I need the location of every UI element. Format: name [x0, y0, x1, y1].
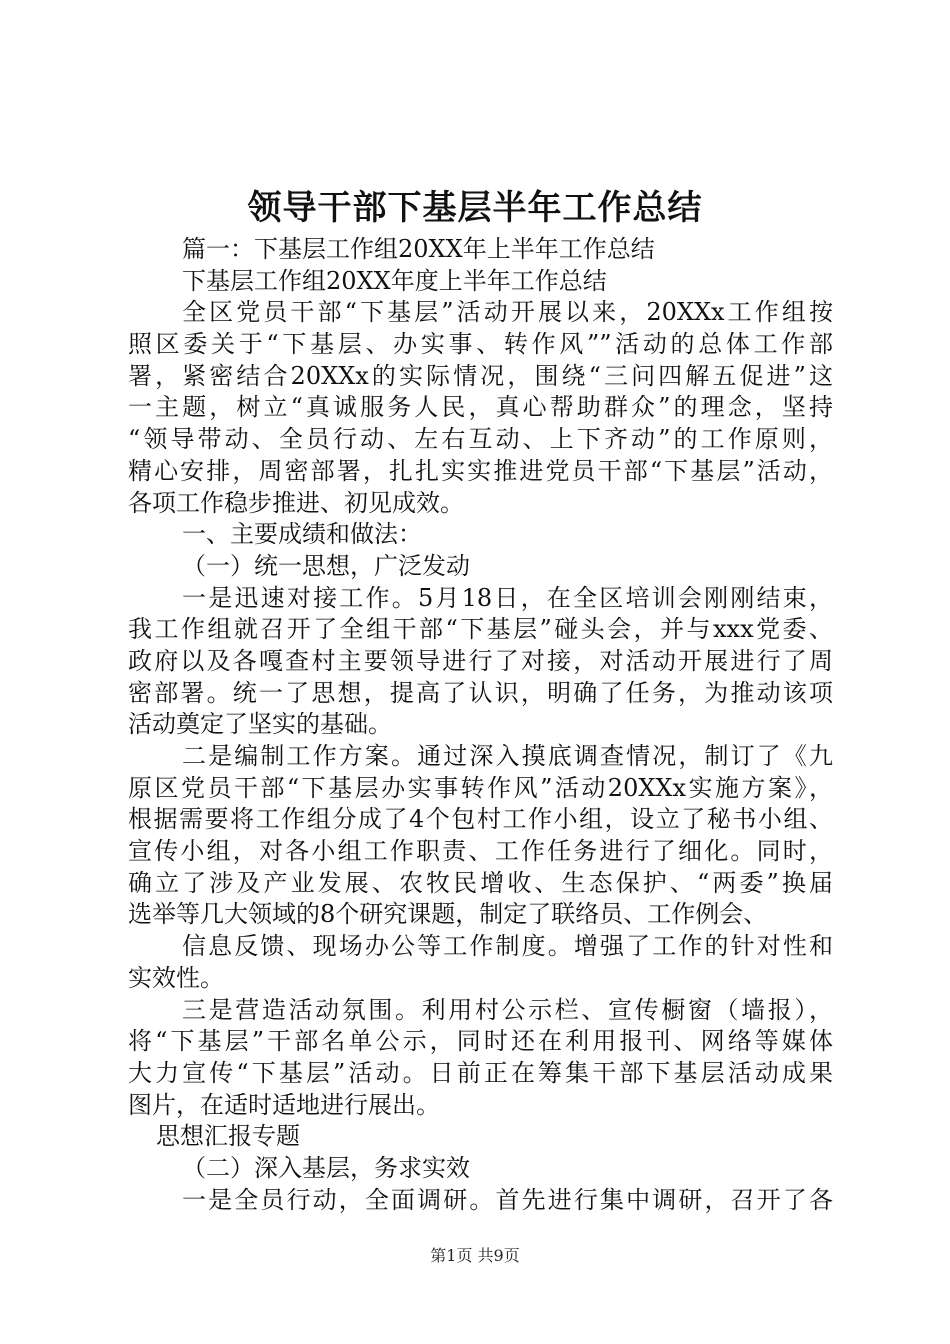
- text-line: 二是编制工作方案。通过深入摸底调查情况，制订了《九: [182, 742, 833, 770]
- subsection-heading: （二）深入基层，务求实效: [182, 1153, 470, 1182]
- text-line: 将“下基层”干部名单公示，同时还在利用报刊、网络等媒体: [128, 1027, 833, 1056]
- text-line: 实效性。: [128, 963, 224, 992]
- text-line: 确立了涉及产业发展、农牧民增收、生态保护、“两委”换届: [128, 868, 833, 897]
- subsection-heading: （一）统一思想，广泛发动: [182, 551, 470, 580]
- text-line: 一是迅速对接工作。5月18日，在全区培训会刚刚结束，: [182, 583, 833, 612]
- section-heading: 一、主要成绩和做法：: [182, 520, 422, 549]
- page-title: 领导干部下基层半年工作总结: [247, 188, 703, 228]
- text-line: 照区委关于“下基层、办实事、转作风””活动的总体工作部: [128, 330, 833, 359]
- text-line: 政府以及各嘎查村主要领导进行了对接，对活动开展进行了周: [128, 646, 833, 675]
- document-body: [128, 234, 833, 1216]
- text-line: 思想汇报专题: [156, 1122, 300, 1151]
- text-line: 密部署。统一了思想，提高了认识，明确了任务，为推动该项: [128, 678, 833, 707]
- text-line: 一主题，树立“真诚服务人民，真心帮助群众”的理念，坚持: [128, 393, 833, 422]
- text-line: 三是营造活动氛围。利用村公示栏、宣传橱窗（墙报），: [182, 995, 833, 1024]
- text-line: 精心安排，周密部署，扎扎实实推进党员干部“下基层”活动，: [128, 456, 833, 485]
- text-line: 信息反馈、现场办公等工作制度。增强了工作的针对性和: [182, 932, 833, 961]
- text-line: 根据需要将工作组分成了4个包村工作小组，设立了秘书小组、: [128, 805, 833, 834]
- text-line: 我工作组就召开了全组干部“下基层”碰头会，并与xxx党委、: [128, 615, 833, 644]
- text-line: 全区党员干部“下基层”活动开展以来，20XXx工作组按: [182, 298, 833, 327]
- text-line: 宣传小组，对各小组工作职责、工作任务进行了细化。同时，: [128, 837, 833, 866]
- text-line: 大力宣传“下基层”活动。日前正在筹集干部下基层活动成果: [128, 1058, 833, 1087]
- text-line: 一是全员行动，全面调研。首先进行集中调研，召开了各: [182, 1185, 833, 1214]
- text-line: “领导带动、全员行动、左右互动、上下齐动”的工作原则，: [128, 425, 833, 454]
- text-line: 图片，在适时适地进行展出。: [128, 1090, 440, 1119]
- text-line: 活动奠定了坚实的基础。: [128, 710, 392, 739]
- text-line: 篇一：下基层工作组20XX年上半年工作总结: [182, 235, 655, 263]
- page-footer: 第1页 共9页: [430, 1246, 520, 1265]
- text-line: 原区党员干部“下基层办实事转作风”活动20XXx实施方案》，: [128, 773, 833, 802]
- text-line: 署，紧密结合20XXx的实际情况，围绕“三问四解五促进”这: [128, 361, 833, 390]
- text-line: 下基层工作组20XX年度上半年工作总结: [182, 266, 607, 295]
- text-line: 各项工作稳步推进、初见成效。: [128, 488, 464, 517]
- text-line: 选举等几大领域的8个研究课题，制定了联络员、工作例会、: [128, 900, 768, 929]
